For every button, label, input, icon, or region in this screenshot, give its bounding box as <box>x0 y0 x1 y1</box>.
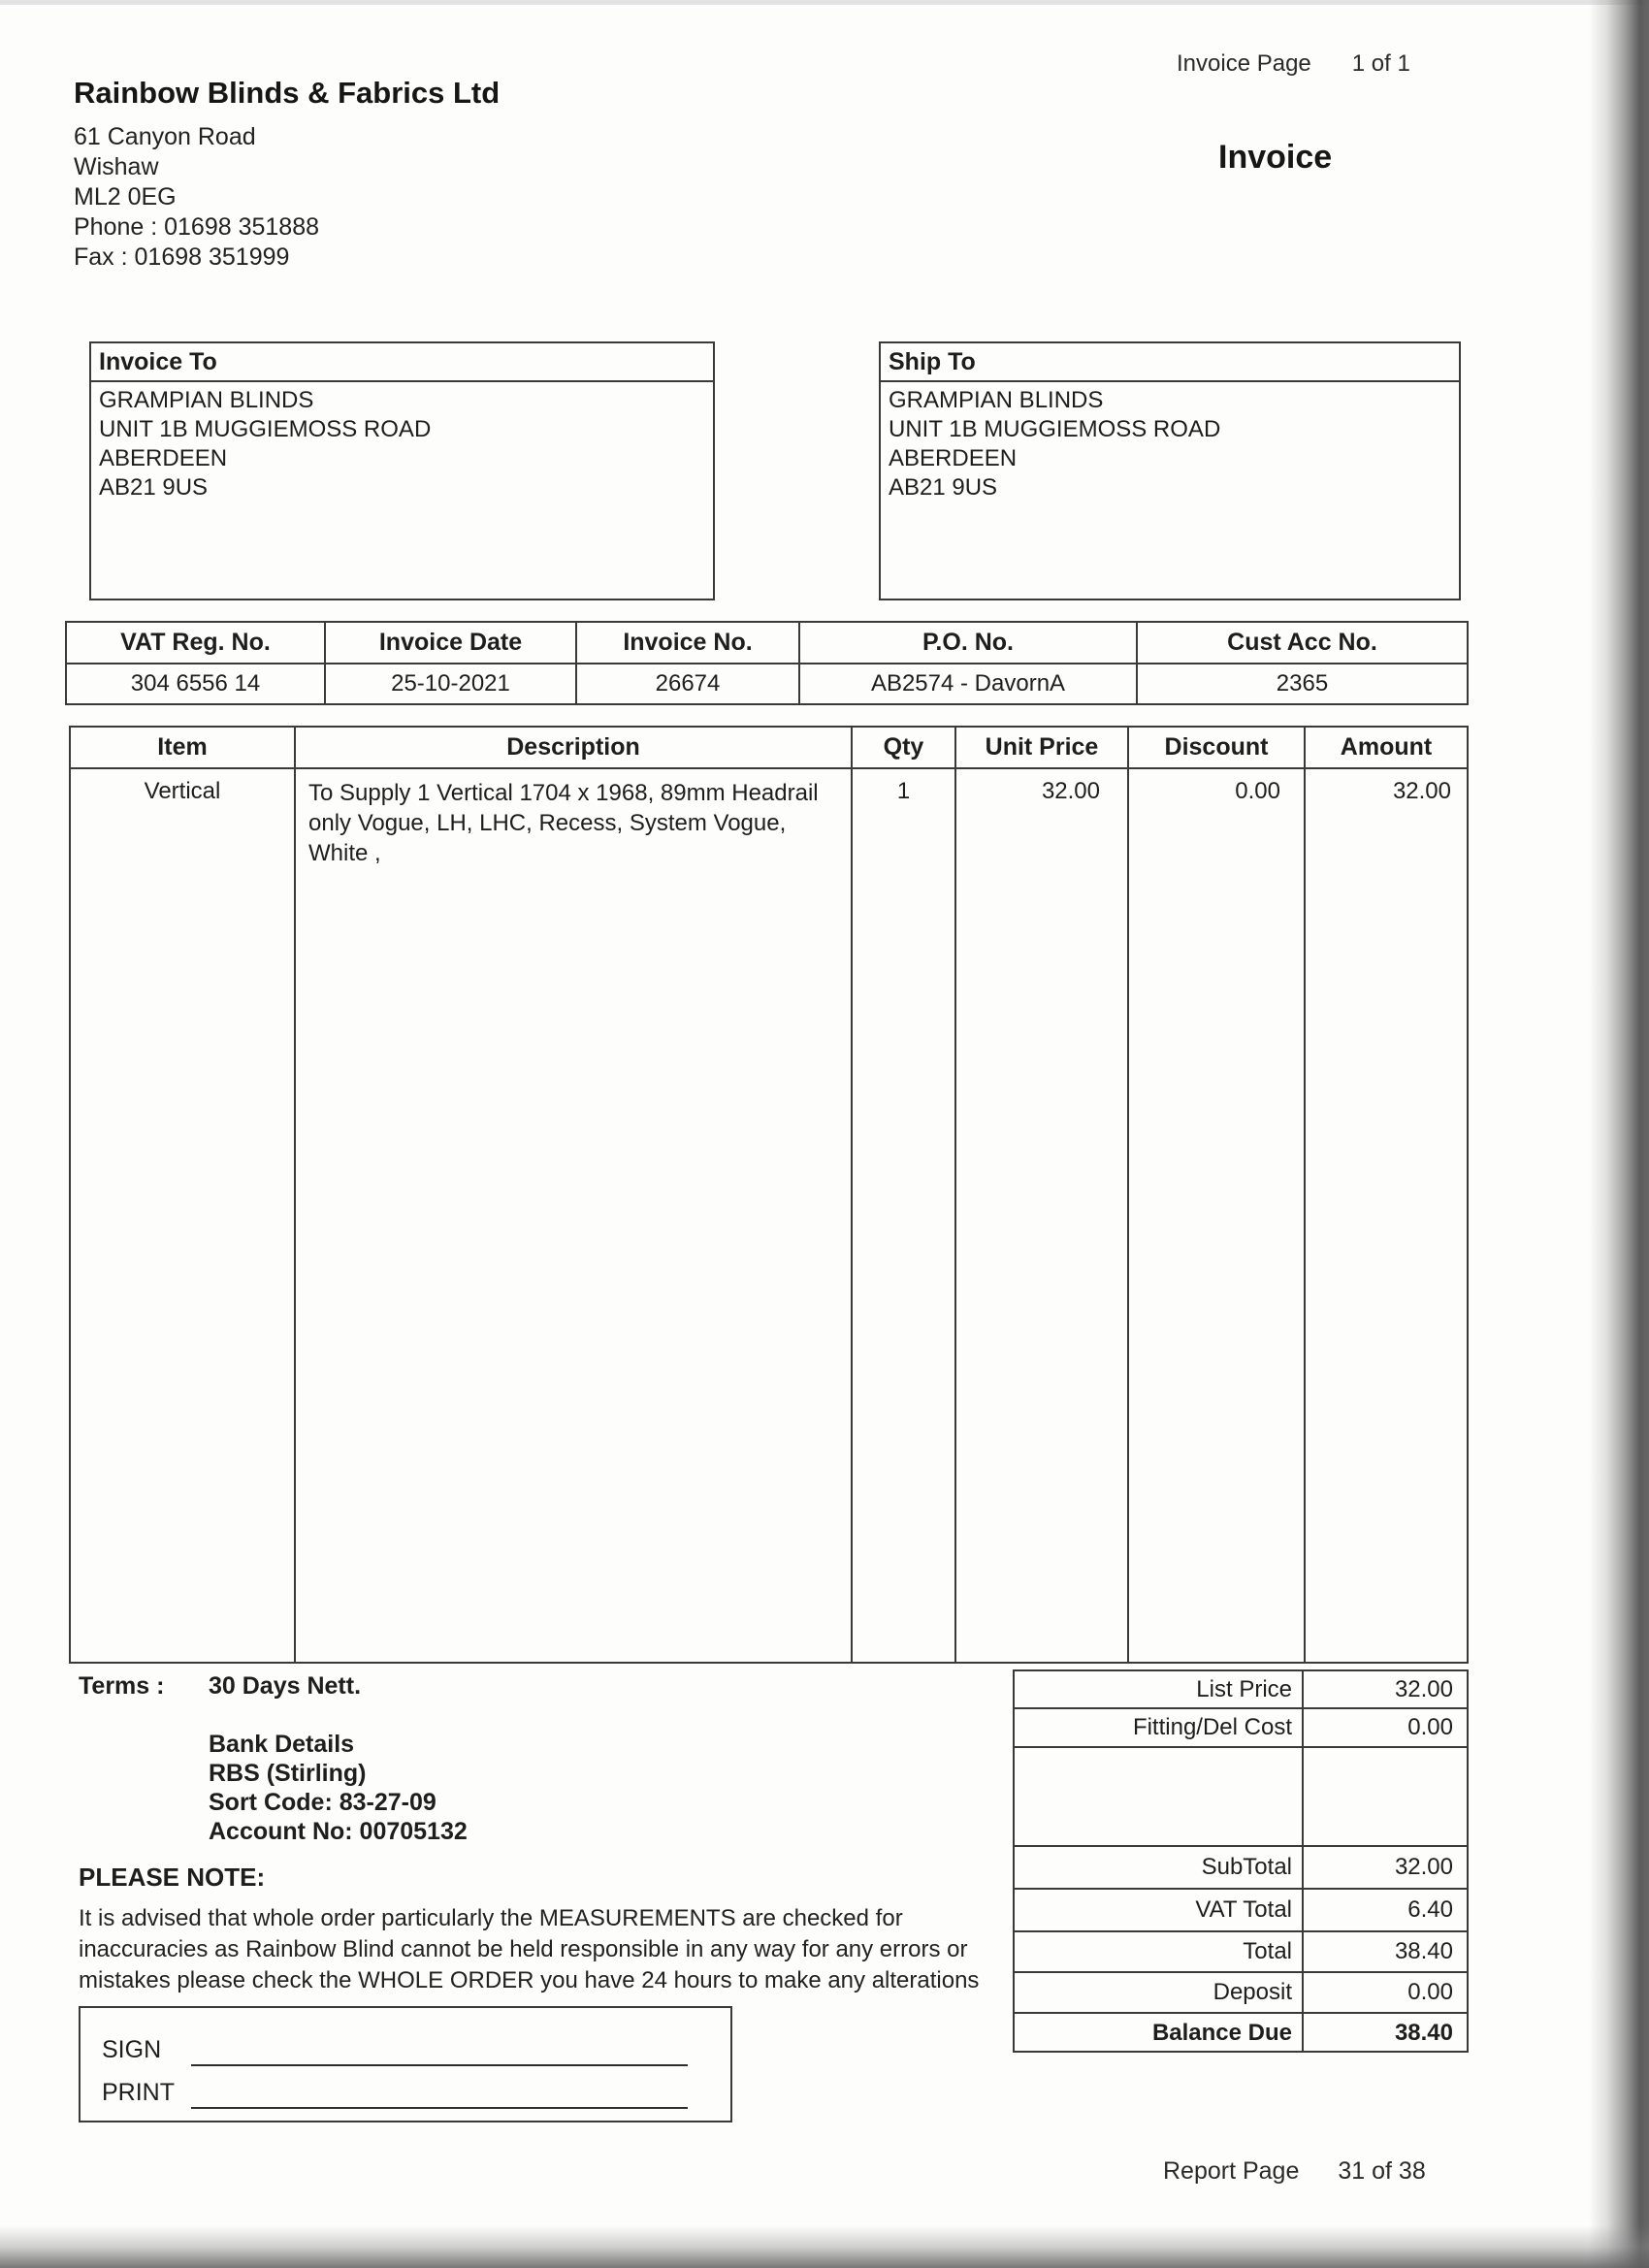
terms-value: 30 Days Nett. <box>209 1672 362 1700</box>
total-value: 38.40 <box>1394 1938 1453 1964</box>
invoice-date-header: Invoice Date <box>326 623 577 663</box>
scan-edge-bottom <box>0 2225 1649 2268</box>
unit-price-column-header: Unit Price <box>956 728 1129 767</box>
ship-to-line: GRAMPIAN BLINDS <box>889 387 1104 413</box>
table-row <box>71 769 1467 1662</box>
discount-column-header: Discount <box>1129 728 1306 767</box>
ship-to-line: ABERDEEN <box>889 445 1018 471</box>
cust-acc-value: 2365 <box>1276 670 1329 697</box>
print-line <box>191 2080 688 2109</box>
fitting-del-cost-row <box>1015 1709 1467 1748</box>
deposit-value: 0.00 <box>1407 1979 1453 2005</box>
report-page-label: Report Page <box>1163 2157 1300 2185</box>
subtotal-value: 32.00 <box>1394 1854 1453 1880</box>
po-no-value: AB2574 - DavornA <box>800 664 1138 703</box>
cust-acc-header: Cust Acc No. <box>1227 629 1377 656</box>
scan-edge-right <box>1589 0 1649 2268</box>
balance-due-value: 38.40 <box>1394 2020 1453 2046</box>
page-indicator-value: 1 of 1 <box>1351 50 1410 77</box>
unit-price-cell: 32.00 <box>956 769 1129 1662</box>
vat-total-value: 6.40 <box>1407 1896 1453 1923</box>
bank-sort-code: Sort Code: 83-27-09 <box>209 1789 436 1816</box>
company-name: Rainbow Blinds & Fabrics Ltd <box>74 76 501 110</box>
page-indicator <box>1177 50 1410 78</box>
totals-spacer-row <box>1015 1748 1467 1847</box>
please-note-title: PLEASE NOTE: <box>79 1863 266 1892</box>
company-address-line: Wishaw <box>74 153 159 180</box>
total-label: Total <box>1015 1932 1304 1971</box>
invoice-no-header: Invoice No. <box>577 623 800 663</box>
company-address-line: ML2 0EG <box>74 183 177 211</box>
bank-name: RBS (Stirling) <box>209 1760 367 1787</box>
deposit-row <box>1015 1973 1467 2014</box>
invoice-to-label: Invoice To <box>91 343 713 382</box>
deposit-label: Deposit <box>1015 1973 1304 2012</box>
report-page-value: 31 of 38 <box>1338 2157 1426 2185</box>
subtotal-label: SubTotal <box>1015 1847 1304 1888</box>
scan-edge-top <box>0 0 1649 5</box>
item-cell: Vertical <box>71 769 296 1662</box>
print-row <box>102 2066 730 2109</box>
bank-details <box>209 1730 468 1846</box>
sign-row <box>102 2024 730 2066</box>
line-items-header-row <box>71 728 1467 769</box>
invoice-info-value-row <box>67 664 1467 703</box>
total-row <box>1015 1932 1467 1973</box>
qty-cell: 1 <box>853 769 956 1662</box>
vat-reg-value: 304 6556 14 <box>67 664 326 703</box>
amount-column-header: Amount <box>1340 733 1433 761</box>
company-phone: Phone : 01698 351888 <box>74 213 320 241</box>
page-indicator-label: Invoice Page <box>1177 50 1311 77</box>
invoice-to-address <box>91 382 713 506</box>
balance-due-row <box>1015 2014 1467 2053</box>
description-column-header: Description <box>296 728 853 767</box>
po-no-header: P.O. No. <box>800 623 1138 663</box>
sign-label: SIGN <box>102 2036 162 2063</box>
fitting-del-cost-value: 0.00 <box>1407 1714 1453 1740</box>
fitting-del-cost-label: Fitting/Del Cost <box>1015 1709 1304 1746</box>
bank-account-no: Account No: 00705132 <box>209 1818 468 1845</box>
vat-total-row <box>1015 1890 1467 1932</box>
invoice-date-value: 25-10-2021 <box>326 664 577 703</box>
invoice-to-line: ABERDEEN <box>99 445 228 471</box>
company-address-line: 61 Canyon Road <box>74 123 256 150</box>
totals-box <box>1013 1669 1469 2053</box>
sign-line <box>191 2037 688 2066</box>
invoice-info-header-row <box>67 623 1467 664</box>
subtotal-row <box>1015 1847 1467 1890</box>
amount-cell: 32.00 <box>1392 778 1451 804</box>
invoice-title: Invoice <box>1218 139 1333 176</box>
signature-box <box>79 2006 732 2122</box>
list-price-row <box>1015 1671 1467 1709</box>
ship-to-box <box>879 341 1461 600</box>
vat-reg-header: VAT Reg. No. <box>67 623 326 663</box>
print-label: PRINT <box>102 2079 175 2106</box>
invoice-to-line: AB21 9US <box>99 474 209 501</box>
item-column-header: Item <box>71 728 296 767</box>
please-note-body: It is advised that whole order particularly the MEASUREMENTS are checked for inaccuracies as Rainbow Blind cannot be held responsible in any way for any errors or mistakes please check the WHOLE ORDER you have 24 hours to make any alterations <box>79 1905 980 1993</box>
company-address <box>74 122 319 273</box>
balance-due-label: Balance Due <box>1015 2014 1304 2053</box>
ship-to-label: Ship To <box>881 343 1459 382</box>
list-price-label: List Price <box>1015 1671 1304 1707</box>
description-cell: To Supply 1 Vertical 1704 x 1968, 89mm Headrail only Vogue, LH, LHC, Recess, System Vogue, White , <box>296 769 853 1662</box>
invoice-no-value: 26674 <box>577 664 800 703</box>
qty-column-header: Qty <box>853 728 956 767</box>
list-price-value: 32.00 <box>1394 1675 1453 1702</box>
invoice-to-box <box>89 341 715 600</box>
vat-total-label: VAT Total <box>1015 1890 1304 1930</box>
line-items-table <box>69 726 1469 1664</box>
invoice-to-line: UNIT 1B MUGGIEMOSS ROAD <box>99 416 432 442</box>
invoice-to-line: GRAMPIAN BLINDS <box>99 387 314 413</box>
ship-to-address <box>881 382 1459 506</box>
ship-to-line: UNIT 1B MUGGIEMOSS ROAD <box>889 416 1221 442</box>
invoice-info-table <box>65 621 1469 705</box>
bank-details-title: Bank Details <box>209 1731 355 1758</box>
discount-cell: 0.00 <box>1129 769 1306 1662</box>
ship-to-line: AB21 9US <box>889 474 998 501</box>
report-page-indicator <box>1163 2157 1426 2186</box>
company-fax: Fax : 01698 351999 <box>74 243 290 271</box>
terms-label: Terms : <box>79 1672 165 1700</box>
